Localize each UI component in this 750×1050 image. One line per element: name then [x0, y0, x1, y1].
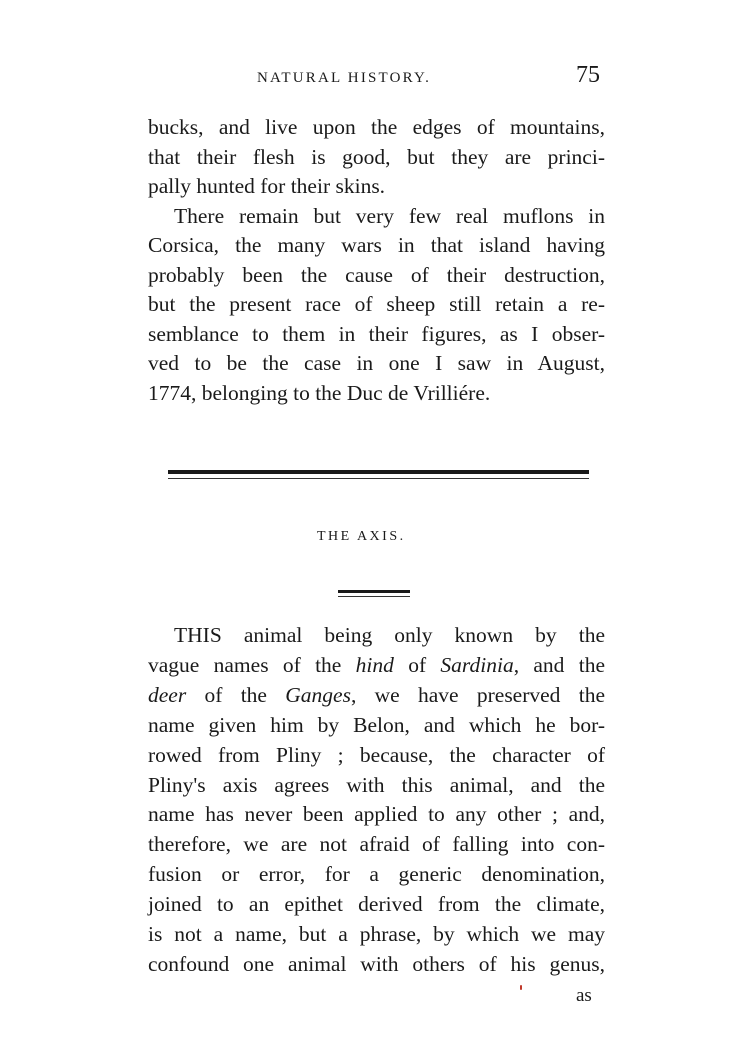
text-line: Pliny's axis agrees with this animal, and the [148, 772, 605, 797]
section-title: THE AXIS. [317, 529, 406, 544]
text-line: pally hunted for their skins. [148, 174, 386, 198]
text-line: probably been the cause of their destruction, [148, 262, 605, 287]
section-divider-thin [168, 478, 589, 479]
text-line: joined to an epithet derived from the climate, [148, 892, 605, 917]
text-line: confound one animal with others of his genus, [148, 951, 605, 976]
text-line: is not a name, but a phrase, by which we may [148, 922, 605, 947]
italic-term: Ganges [285, 682, 351, 707]
text-block-top [148, 113, 605, 408]
text-run: of [393, 652, 441, 677]
text-line: Corsica, the many wars in that island having [148, 233, 605, 257]
text-line: name given him by Belon, and which he bor- [148, 712, 605, 737]
text-line: There remain but very few real muflons in [174, 203, 605, 228]
catchword: as [576, 985, 592, 1006]
ink-speck [520, 985, 522, 990]
section-divider [168, 470, 589, 474]
title-rule-thin [338, 596, 410, 597]
text-line: name has never been applied to any other ; and, [148, 802, 605, 827]
text-line: ved to be the case in one I saw in August, [148, 351, 605, 375]
text-line [148, 651, 605, 681]
text-line: bucks, and live upon the edges of mountains, [148, 115, 605, 139]
text-run: , and the [513, 652, 605, 677]
text-line: THIS animal being only known by the [174, 623, 605, 647]
running-head: NATURAL HISTORY. [257, 70, 432, 86]
text-line: that their flesh is good, but they are princi- [148, 144, 605, 169]
italic-term: hind [355, 652, 394, 677]
title-rule [338, 590, 410, 593]
text-run: vague names of the [148, 652, 356, 677]
italic-term: deer [148, 682, 187, 707]
text-run: of the [186, 682, 286, 707]
page-number: 75 [576, 62, 600, 88]
text-run: , we have preserved the [350, 682, 605, 707]
text-block-axis [148, 621, 605, 980]
text-line: therefore, we are not afraid of falling into con- [148, 832, 605, 857]
text-line [148, 681, 605, 711]
text-line: semblance to them in their figures, as I obser- [148, 321, 605, 346]
italic-term: Sardinia [440, 652, 514, 677]
text-line: rowed from Pliny ; because, the character of [148, 742, 605, 767]
text-line: but the present race of sheep still retain a re- [148, 292, 605, 316]
text-line: fusion or error, for a generic denomination, [148, 862, 605, 887]
text-line: 1774, belonging to the Duc de Vrilliére. [148, 380, 491, 405]
